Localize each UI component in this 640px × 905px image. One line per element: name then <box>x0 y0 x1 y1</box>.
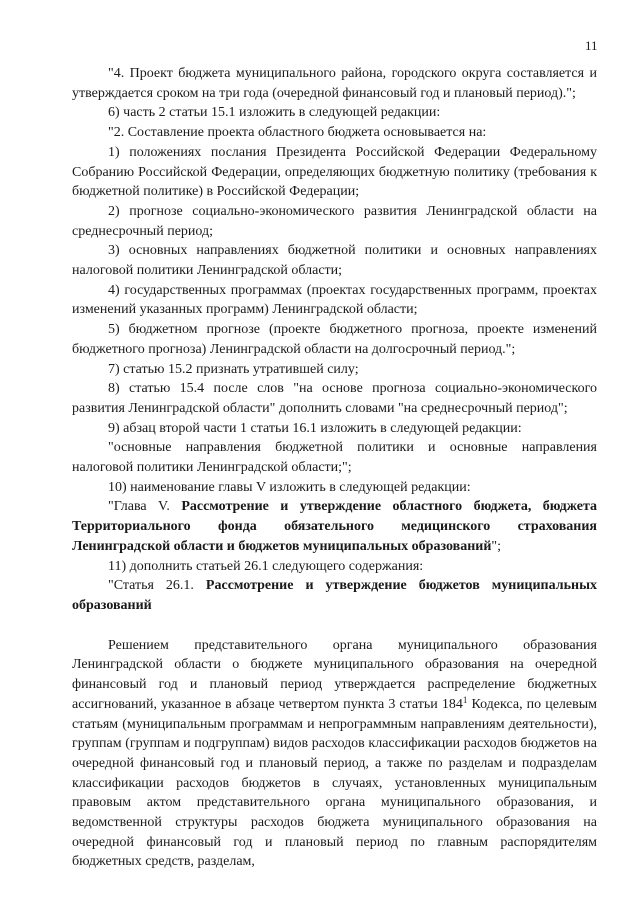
article-heading-title: Рассмотрение и утверждение бюджетов муниципальных образований <box>72 578 597 613</box>
paragraph: 1) положениях послания Президента Российской Федерации Федеральному Собранию Российской Федерации, определяющих бюджетную политику (требования к бюджетной политике) в Российской Федерации; <box>72 144 597 200</box>
chapter-heading-suffix: "; <box>491 538 502 554</box>
article-heading-prefix: "Статья 26.1. <box>108 578 206 594</box>
paragraph: 5) бюджетном прогнозе (проекте бюджетного прогноза, проекте изменений бюджетного прогноза) Ленинградской области на долгосрочный период."; <box>72 322 597 357</box>
chapter-heading <box>72 497 597 556</box>
paragraph: "основные направления бюджетной политики и основные направления налоговой политики Ленинградской области;"; <box>72 440 597 476</box>
paragraph: 2) прогнозе социально-экономического развития Ленинградской области на среднесрочный период; <box>72 203 597 239</box>
article-number-superscript: 1 <box>462 694 468 705</box>
paragraph: 6) часть 2 статьи 15.1 изложить в следующей редакции: <box>108 105 441 121</box>
paragraph: 10) наименование главы V изложить в следующей редакции: <box>108 479 471 495</box>
document-body <box>72 64 597 872</box>
paragraph: 4) государственных программах (проектах государственных программ, проектах изменений указанных программ) Ленинградской области; <box>72 282 597 318</box>
chapter-heading-title: Рассмотрение и утверждение областного бюджета, бюджета Территориального фонда обязательного медицинского страхования Ленинградской области и бюджетов муниципальных образований <box>72 499 597 554</box>
page-number: 11 <box>585 38 598 53</box>
paragraph: "4. Проект бюджета муниципального района, городского округа составляется и утверждается сроком на три года (очередной финансовый год и плановый период)."; <box>72 66 597 101</box>
article-body-text: Решением представительного органа муниципального образования Ленинградской области о бюджете муниципального образования на очередной финансовый год и плановый период утверждается распределение бюджетных ассигнований, указанное в абзаце четвертом пункта 3 статьи 184 <box>72 637 597 712</box>
article-body-text-continued: Кодекса, по целевым статьям (муниципальным программам и непрограммным направлениям деятельности), группам (группам и подгруппам) видов расходов классификации расходов бюджетов на очередной финансовый год и плановый период, а также по разделам и подразделам классификации расходов бюджетов в случаях, установленных муниципальным правовым актом представительного органа муниципального образования, и ведомственной структуры расходов бюджета муниципального образования на очередной финансовый год и плановый период по главным распорядителям бюджетных средств, разделам, <box>72 696 597 870</box>
chapter-heading-prefix: "Глава V. <box>108 499 182 515</box>
paragraph: "2. Составление проекта областного бюджета основывается на: <box>108 125 487 141</box>
paragraph: 9) абзац второй части 1 статьи 16.1 изложить в следующей редакции: <box>108 420 522 436</box>
paragraph: 7) статью 15.2 признать утратившей силу; <box>108 361 359 377</box>
article-body-paragraph <box>72 636 597 872</box>
paragraph: 11) дополнить статьей 26.1 следующего содержания: <box>108 558 424 574</box>
article-heading <box>72 576 597 615</box>
paragraph: 3) основных направлениях бюджетной политики и основных направлениях налоговой политики Ленинградской области; <box>72 243 597 279</box>
paragraph: 8) статью 15.4 после слов "на основе прогноза социально-экономического развития Ленинградской области" дополнить словами "на среднесрочный период"; <box>72 381 597 416</box>
